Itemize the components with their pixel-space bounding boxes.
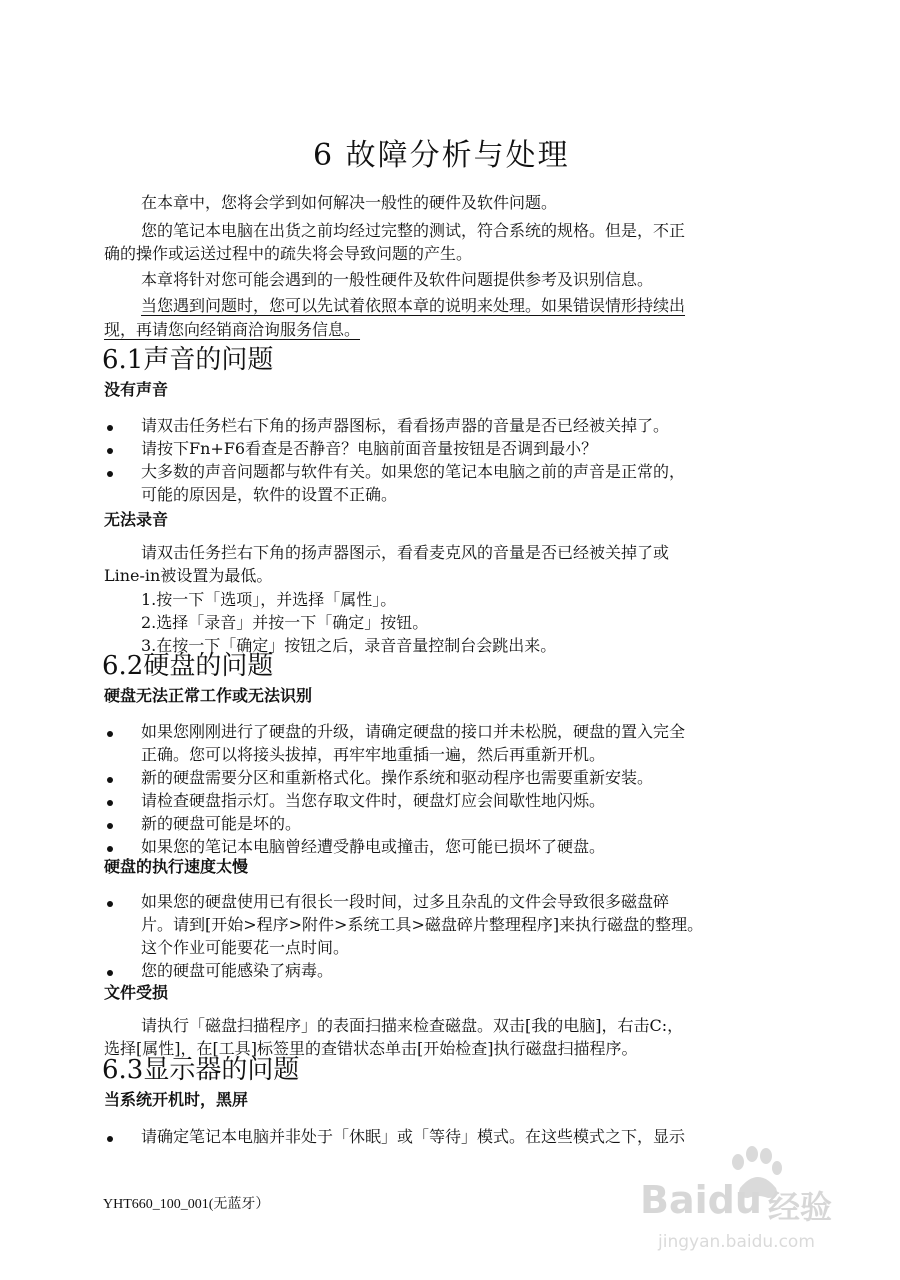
bullet-text: 正确。您可以将接头拔掉，再牢牢地重插一遍，然后再重新开机。 <box>141 745 606 764</box>
step-line: 2.选择「录音」并按一下「确定」按钮。 <box>141 613 429 632</box>
bullet-text: 请按下Fn+F6看查是否静音？电脑前面音量按钮是否调到最小？ <box>141 439 598 458</box>
bullet-text: 这个作业可能要花一点时间。 <box>141 938 350 957</box>
subheading: 文件受损 <box>104 983 169 1002</box>
bullet-text: 请双击任务栏右下角的扬声器图标，看看扬声器的音量是否已经被关掉了。 <box>141 416 670 435</box>
bullet-icon <box>107 471 113 477</box>
paragraph-line: Line-in被设置为最低。 <box>104 566 273 585</box>
baidu-jingyan-watermark <box>640 1140 880 1260</box>
bullet-icon <box>107 448 113 454</box>
bullet-text: 新的硬盘需要分区和重新格式化。操作系统和驱动程序也需要重新安装。 <box>141 768 654 787</box>
step-line: 3.在按一下「确定」按钮之后，录音音量控制台会跳出来。 <box>141 636 557 655</box>
intro-line-underlined: 现，再请您向经销商洽询服务信息。 <box>104 320 361 339</box>
subheading: 硬盘的执行速度太慢 <box>104 857 249 876</box>
watermark-brand: 经验 <box>768 1188 833 1226</box>
chapter-title: 6 故障分析与处理 <box>313 138 570 173</box>
bullet-text: 大多数的声音问题都与软件有关。如果您的笔记本电脑之前的声音是正常的， <box>141 462 686 481</box>
bullet-icon <box>107 1136 113 1142</box>
bullet-icon <box>107 800 113 806</box>
bullet-icon <box>107 846 113 852</box>
intro-line: 确的操作或运送过程中的疏失将会导致问题的产生。 <box>104 244 473 263</box>
subheading: 无法录音 <box>104 510 169 529</box>
step-line: 1.按一下「选项」，并选择「属性」。 <box>141 590 397 609</box>
section-heading-6-3: 6.3显示器的问题 <box>102 1055 300 1085</box>
bullet-text: 您的硬盘可能感染了病毒。 <box>141 961 334 980</box>
intro-line: 您的笔记本电脑在出货之前均经过完整的测试，符合系统的规格。但是，不正 <box>141 221 686 240</box>
subheading: 硬盘无法正常工作或无法识别 <box>104 686 313 705</box>
bullet-text: 如果您的硬盘使用已有很长一段时间，过多且杂乱的文件会导致很多磁盘碎 <box>141 892 670 911</box>
intro-line: 在本章中，您将会学到如何解决一般性的硬件及软件问题。 <box>141 193 558 212</box>
bullet-icon <box>107 777 113 783</box>
footer-model: YHT660_100_001(无蓝牙） <box>103 1197 270 1212</box>
bullet-icon <box>107 731 113 737</box>
bullet-text: 片。请到[开始>程序>附件>系统工具>磁盘碎片整理程序]来执行磁盘的整理。 <box>141 915 704 934</box>
subheading: 没有声音 <box>104 380 169 399</box>
intro-line-underlined: 当您遇到问题时，您可以先试着依照本章的说明来处理。如果错误情形持续出 <box>141 296 686 315</box>
paragraph-line: 选择[属性]，在[工具]标签里的查错状态单击[开始检查]执行磁盘扫描程序。 <box>104 1039 638 1058</box>
bullet-text: 可能的原因是，软件的设置不正确。 <box>141 485 398 504</box>
bullet-text: 新的硬盘可能是坏的。 <box>141 814 302 833</box>
bullet-icon <box>107 901 113 907</box>
bullet-text: 如果您刚刚进行了硬盘的升级，请确定硬盘的接口并未松脱，硬盘的置入完全 <box>141 722 686 741</box>
paragraph-line: 请执行「磁盘扫描程序」的表面扫描来检查磁盘。双击[我的电脑]，右击C:， <box>141 1016 684 1035</box>
bullet-icon <box>107 970 113 976</box>
bullet-text: 如果您的笔记本电脑曾经遭受静电或撞击，您可能已损坏了硬盘。 <box>141 837 606 856</box>
watermark-url: jingyan.baidu.com <box>658 1232 815 1252</box>
intro-line: 本章将针对您可能会遇到的一般性硬件及软件问题提供参考及识别信息。 <box>141 270 654 289</box>
section-heading-6-2: 6.2硬盘的问题 <box>102 651 274 681</box>
section-heading-6-1: 6.1声音的问题 <box>102 345 274 375</box>
bullet-icon <box>107 425 113 431</box>
watermark-logo-2: du <box>707 1178 762 1222</box>
paragraph-line: 请双击任务拦右下角的扬声器图示，看看麦克风的音量是否已经被关掉了或 <box>141 543 670 562</box>
bullet-icon <box>107 823 113 829</box>
subheading: 当系统开机时，黑屏 <box>104 1090 249 1109</box>
bullet-text: 请确定笔记本电脑并非处于「休眠」或「等待」模式。在这些模式之下，显示 <box>141 1127 686 1146</box>
watermark-logo: Bai <box>640 1178 708 1222</box>
bullet-text: 请检查硬盘指示灯。当您存取文件时，硬盘灯应会间歇性地闪烁。 <box>141 791 606 810</box>
